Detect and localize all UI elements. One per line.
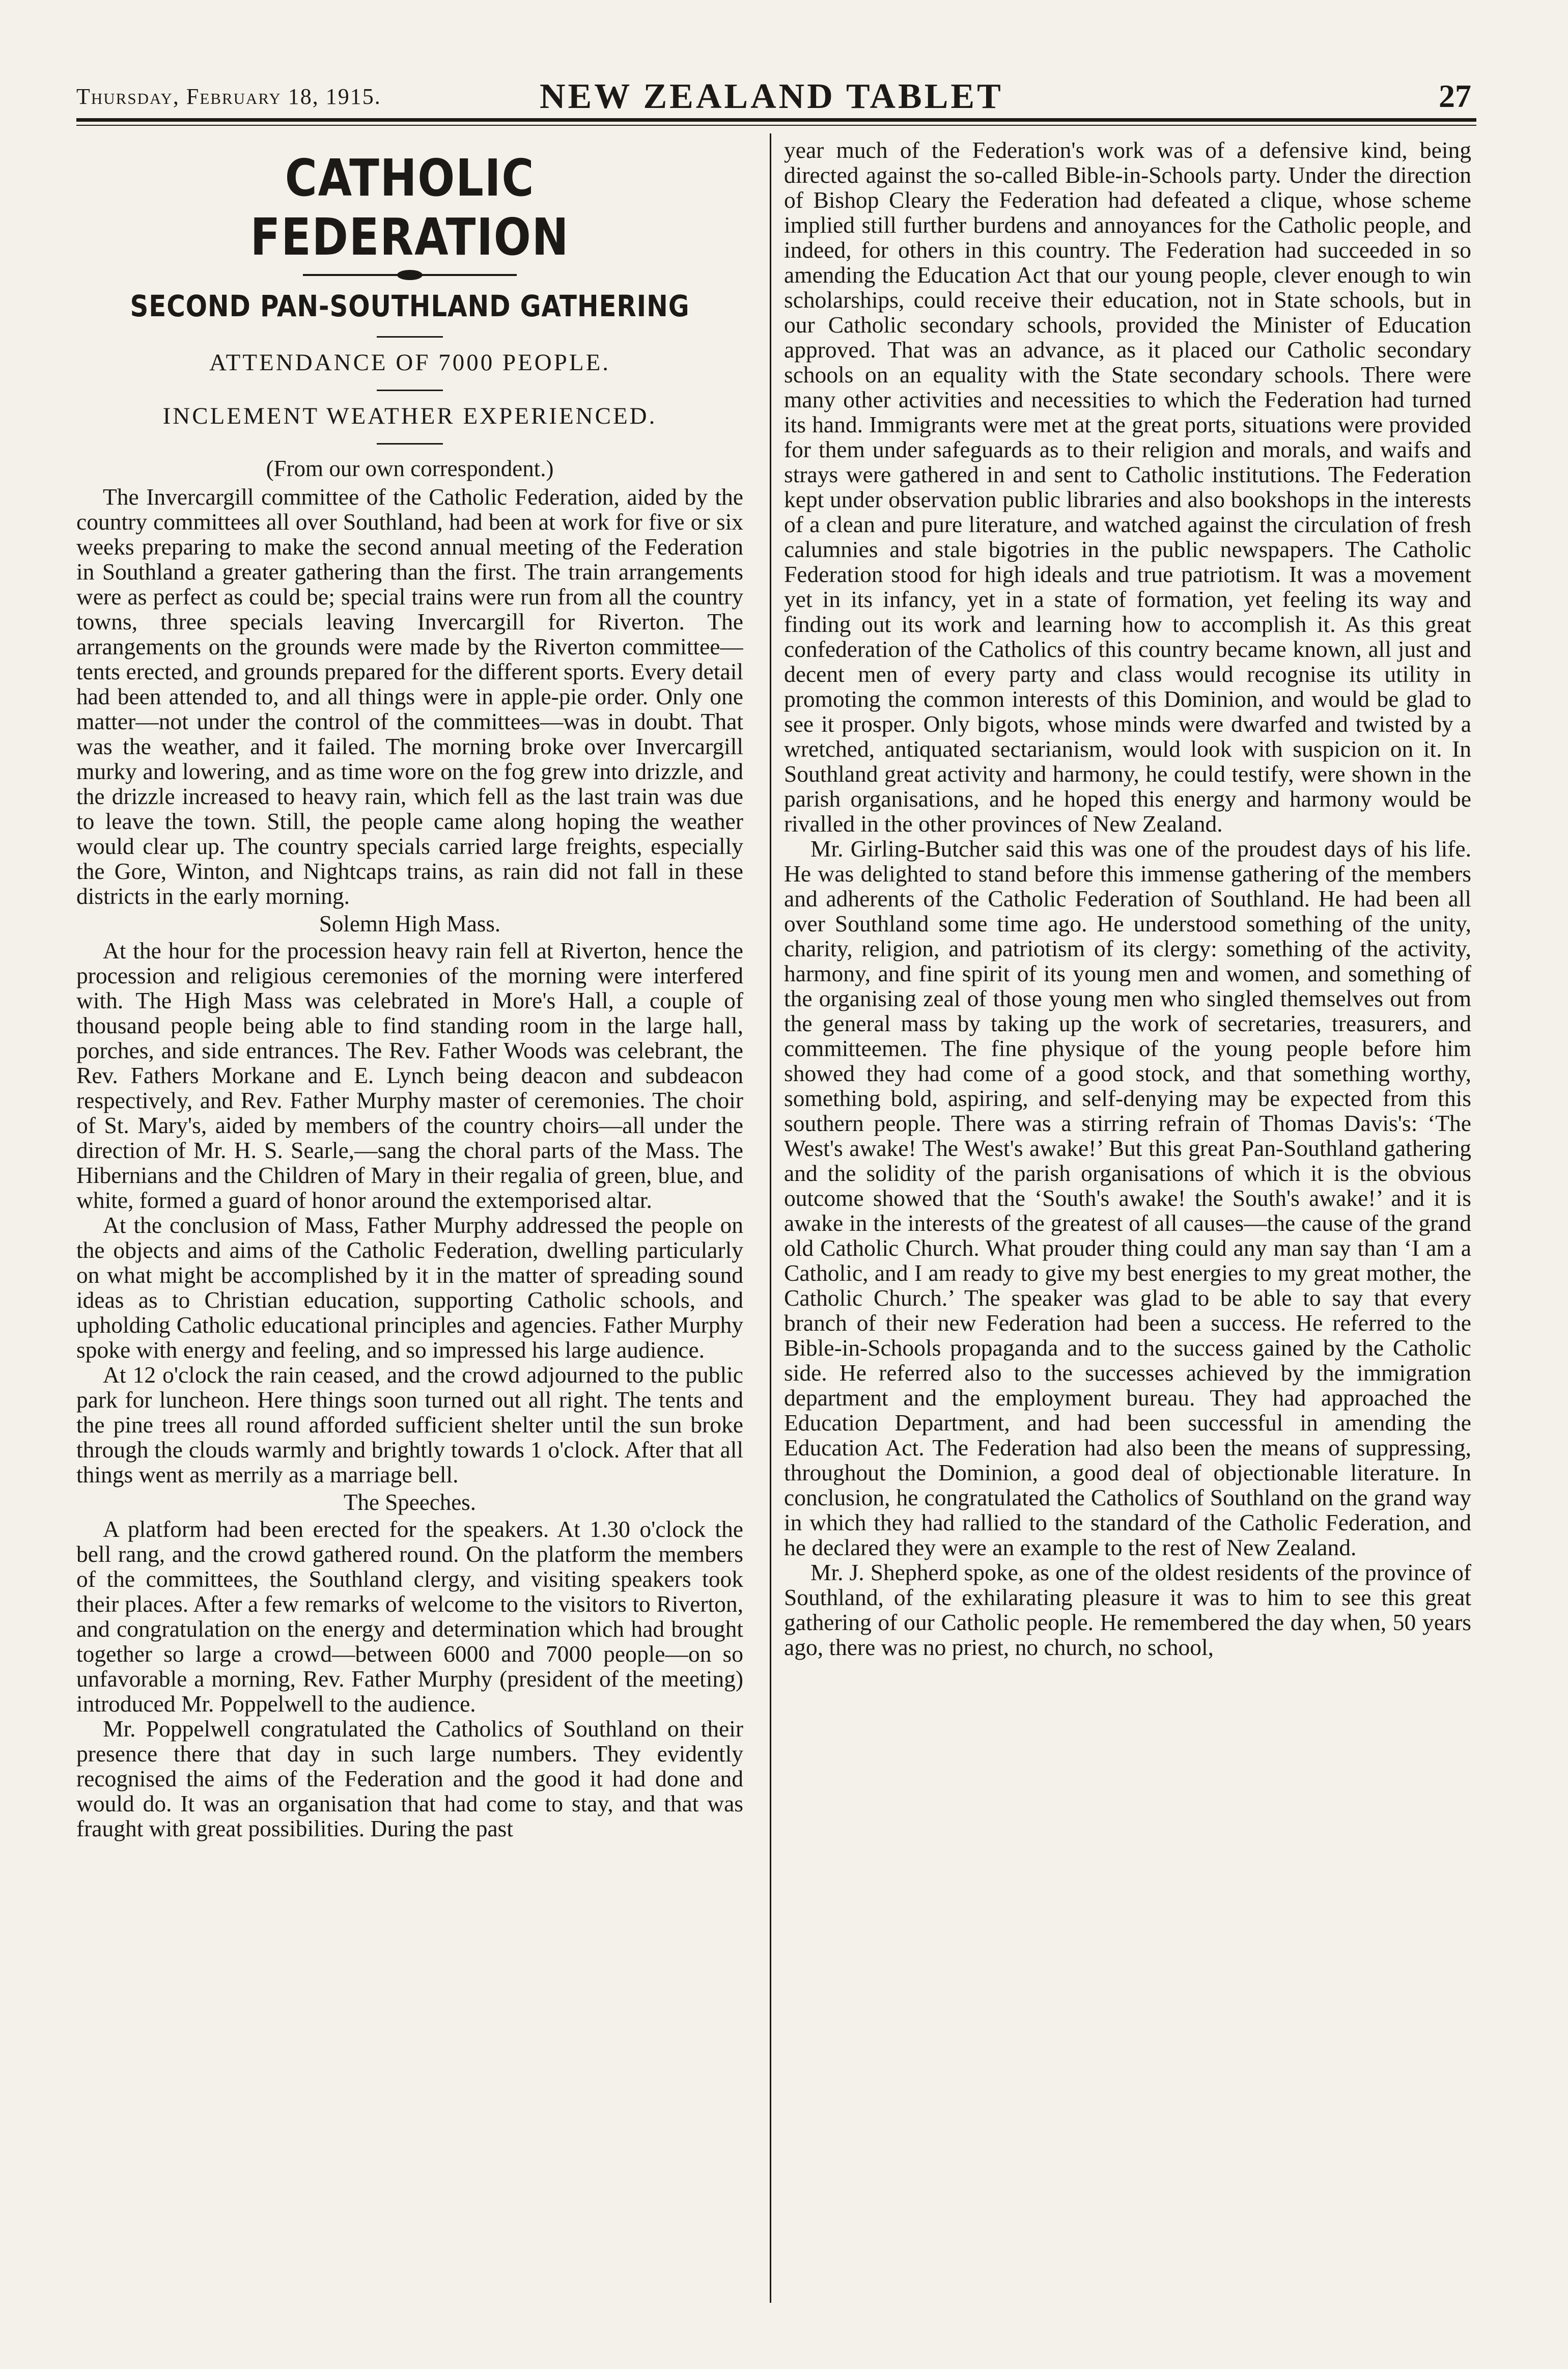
article-subhead: SECOND PAN-SOUTHLAND GATHERING [130, 289, 690, 323]
article-column-1 [76, 137, 743, 2322]
deck-divider [377, 336, 443, 338]
article-deck-weather: INCLEMENT WEATHER EXPERIENCED. [162, 403, 657, 429]
masthead-rule-thin [76, 125, 1476, 126]
deck-divider [377, 443, 443, 445]
paragraph-speech-1: A platform had been erected for the speakers. At 1.30 o'clock the bell rang, and the crowd gathered round. On the platform the members of the committees, the Southland clergy, and visiting speakers took their places. After a few remarks of welcome to the visitors to Riverton, and congratulation on the energy and determination which had brought together so large a crowd—between 6000 and 7000 people—on so unfavorable a morning, Rev. Father Murphy (president of the meeting) introduced Mr. Poppelwell to the audience. [76, 1516, 743, 1717]
paragraph-col2-continued: year much of the Federation's work was of a defensive kind, being directed against the so-called Bible-in-Schools party. Under the direction of Bishop Cleary the Federation had defeated a clique, whose scheme implied still further burdens and annoyances for the Catholic people, and indeed, for others in this country. The Federation had succeeded in so amending the Education Act that our young people, clever enough to win scholarships, could receive their education, not in State schools, but in our Catholic secondary schools, provided the Minister of Education approved. That was an advance, as it placed our Catholic secondary schools on an equality with the State secondary schools. There were many other activities and necessities to which the Federation had turned its hand. Immigrants were met at the great ports, situations were provided for them under safeguards as to their religion and morals, and waifs and strays were gathered in and sent to Catholic institutions. The Federation kept under observation public libraries and also bookshops in the interests of a clean and pure literature, and watched against the circulation of fresh calumnies and stale bigotries in the public newspapers. The Catholic Federation stood for high ideals and true patriotism. It was a movement yet in its infancy, yet in a state of formation, yet feeling its way and finding out its work and learning how to accomplish it. As this great confederation of the Catholics of this country became known, all just and decent men of every party and class would recognise its utility in promoting the common interests of this Dominion, and would be glad to see it prosper. Only bigots, whose minds were dwarfed and twisted by a wretched, antiquated sectarianism, would look with suspicion on it. In Southland great activity and harmony, he could testify, were shown in the parish organisations, and he hoped this energy and harmony would be rivalled in the other provinces of New Zealand. [784, 137, 1471, 837]
paragraph-shepherd: Mr. J. Shepherd spoke, as one of the oldest residents of the province of Southland, of the exhilarating pleasure it was to him to see this great gathering of our Catholic people. He remembered the day when, 50 years ago, there was no priest, no church, no school, [784, 1559, 1471, 1660]
article-column-2 [784, 137, 1471, 2322]
paragraph-mass-1: At the hour for the procession heavy rain fell at Riverton, hence the procession and religious ceremonies of the morning were interfered with. The High Mass was celebrated in More's Hall, a couple of thousand people being able to find standing room in the large hall, porches, and side entrances. The Rev. Father Woods was celebrant, the Rev. Fathers Morkane and E. Lynch being deacon and subdeacon respectively, and Rev. Father Murphy master of ceremonies. The choir of St. Mary's, aided by members of the country choirs—all under the direction of Mr. H. S. Searle,—sang the choral parts of the Mass. The Hibernians and the Children of Mary in their regalia of green, blue, and white, formed a guard of honor around the extemporised altar. [76, 938, 743, 1213]
article-headline: CATHOLIC FEDERATION [250, 148, 570, 267]
deck-divider [377, 390, 443, 391]
paragraph-mass-3: At 12 o'clock the rain ceased, and the crowd adjourned to the public park for luncheon. Here things soon turned out all right. The tents and the pine trees all round afforded sufficient shelter until the sun broke through the clouds warmly and brightly towards 1 o'clock. After that all things went as merrily as a marriage bell. [76, 1362, 743, 1487]
publication-title: NEW ZEALAND TABLET [540, 77, 1003, 116]
paragraph-speech-2: Mr. Poppelwell congratulated the Catholics of Southland on their presence there that day in such large numbers. They evidently recognised the aims of the Federation and the good it had done and would do. It was an organisation that had come to stay, and that was fraught with great possibilities. During the past [76, 1716, 743, 1841]
paragraph-intro: The Invercargill committee of the Catholic Federation, aided by the country committees all over Southland, had been at work for five or six weeks preparing to make the second annual meeting of the Federation in Southland a greater gathering than the first. The train arrangements were as perfect as could be; special trains were run from all the country towns, three specials leaving Invercargill for Riverton. The arrangements on the grounds were made by the Riverton committee—tents erected, and grounds prepared for the different sports. Every detail had been attended to, and all things were in apple-pie order. Only one matter—not under the control of the committees—was in doubt. That was the weather, and it failed. The morning broke over Invercargill murky and lowering, and as time wore on the fog grew into drizzle, and the drizzle increased to heavy rain, which fell as the last train was due to leave the town. Still, the people came along hoping the weather would clear up. The country specials carried large freights, especially the Gore, Winton, and Nightcaps trains, as rain did not fall in these districts in the early morning. [76, 484, 743, 909]
masthead [76, 76, 1471, 116]
issue-date: Thursday, February 18, 1915. [76, 84, 381, 109]
article-byline: (From our own correspondent.) [266, 456, 554, 481]
paragraph-mass-2: At the conclusion of Mass, Father Murphy addressed the people on the objects and aims of the Catholic Federation, dwelling particularly on what might be accomplished by it in the matter of spreading sound ideas as to Christian education, supporting Catholic schools, and upholding Catholic educational principles and agencies. Father Murphy spoke with energy and feeling, and so impressed his large audience. [76, 1212, 743, 1363]
article-deck-attendance: ATTENDANCE OF 7000 PEOPLE. [209, 349, 611, 376]
paragraph-girling-butcher: Mr. Girling-Butcher said this was one of the proudest days of his life. He was delighted to stand before this immense gathering of the members and adherents of the Catholic Federation of Southland. He had been all over Southland some time ago. He understood something of the unity, charity, religion, and patriotism of its clergy: something of the activity, harmony, and fine spirit of its young men and women, and something of the organising zeal of those young men who singled themselves out from the general mass by taking up the work of secretaries, treasurers, and committeemen. The fine physique of the young people before him showed they had come of a good stock, and that something worthy, something bold, aspiring, and self-denying may be expected from this southern people. There was a stirring refrain of Thomas Davis's: ‘The West's awake! The West's awake!’ But this great Pan-Southland gathering and the solidity of the parish organisations of which it is the obvious outcome showed that the ‘South's awake! the South's awake!’ and it is awake in the interests of the greatest of all causes—the cause of the grand old Catholic Church. What prouder thing could any man say than ‘I am a Catholic, and I am ready to give my best energies to my great mother, the Catholic Church.’ The speaker was glad to be able to say that every branch of their new Federation had been a success. He referred to the Bible-in-Schools propaganda and to the success gained by the Catholic side. He referred also to the successes achieved by the immigration department and the employment bureau. They had approached the Education Department, and had been successful in amending the Education Act. The Federation had also been the means of suppressing, throughout the Dominion, a good deal of objectionable literature. In conclusion, he congratulated the Catholics of Southland on the grand way in which they had rallied to the standard of the Catholic Federation, and he declared they were an example to the rest of New Zealand. [784, 836, 1471, 1560]
column-divider [770, 133, 771, 2303]
page-number: 27 [1439, 78, 1471, 114]
masthead-rule-thick [76, 118, 1476, 122]
section-heading-speeches: The Speeches. [344, 1490, 476, 1515]
section-heading-mass: Solemn High Mass. [319, 911, 501, 936]
headline-ornament [303, 271, 517, 279]
